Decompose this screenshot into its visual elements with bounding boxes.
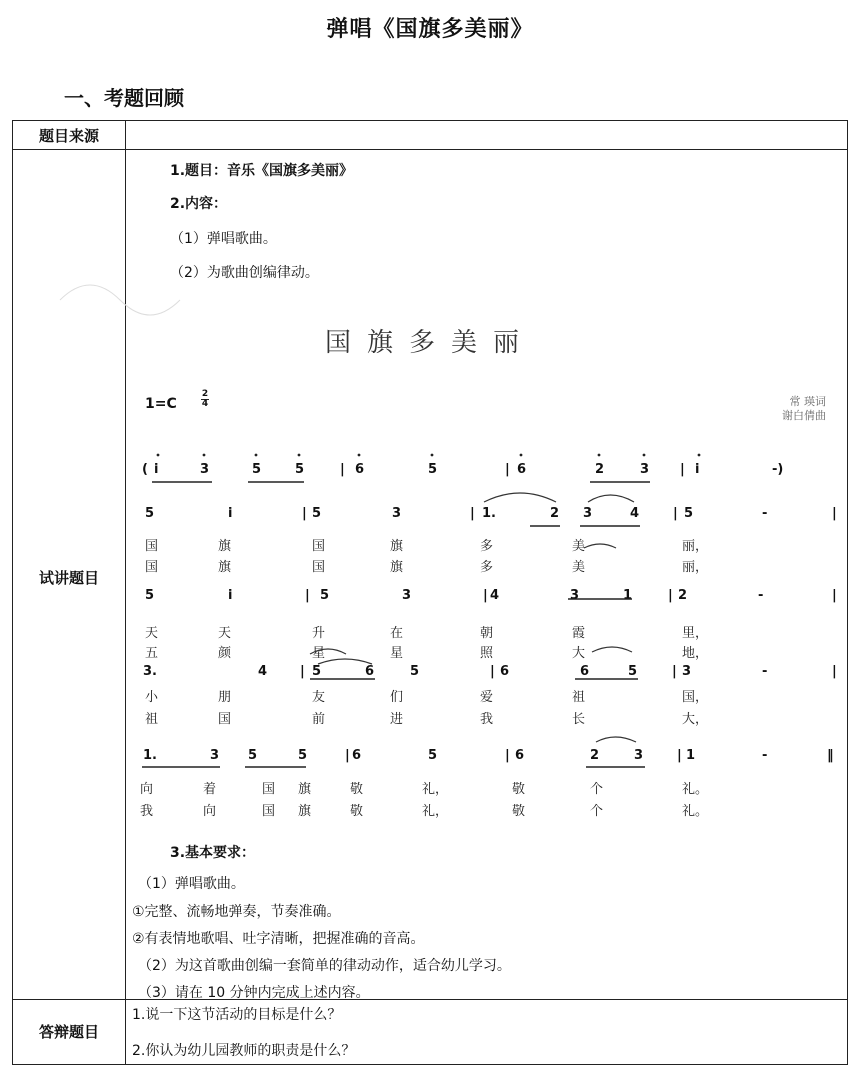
- melody-note: 3: [402, 588, 412, 603]
- melody-note: 2: [590, 748, 600, 763]
- content-item: （2）为歌曲创编律动。: [170, 265, 319, 281]
- song-key: 1=C: [145, 396, 177, 412]
- lyric-char: 祖: [572, 690, 586, 705]
- requirement-item: ①完整、流畅地弹奏，节奏准确。: [132, 904, 341, 920]
- slur: [584, 544, 616, 548]
- requirements-heading: 3.基本要求：: [170, 845, 256, 861]
- lyric-char: 旗: [298, 804, 312, 819]
- melody-note: 1.: [482, 506, 496, 521]
- time-signature-top: 2: [201, 389, 209, 399]
- page-title: 弹唱《国旗多美丽》: [326, 17, 534, 42]
- section-heading: 一、考题回顾: [64, 86, 184, 110]
- melody-note: |: [483, 588, 488, 603]
- lyric-char: 国: [262, 804, 276, 819]
- melody-note: 4: [258, 664, 268, 679]
- lyric-char: 旗: [218, 539, 232, 554]
- melody-note: -: [762, 748, 768, 763]
- melody-note: |: [668, 588, 673, 603]
- melody-note: 6: [580, 664, 590, 679]
- intro-note: 6: [517, 462, 527, 477]
- melody-note: 5: [145, 588, 155, 603]
- lyric-char: 颜: [218, 646, 232, 661]
- lyric-char: 敬: [512, 804, 526, 819]
- melody-note: 4: [490, 588, 500, 603]
- lyric-char: 里，: [682, 626, 709, 641]
- content-heading: 2.内容：: [170, 196, 228, 212]
- lyric-char: 礼。: [682, 782, 709, 797]
- intro-note: i: [695, 462, 700, 477]
- slur: [592, 647, 632, 652]
- lyric-char: 大: [572, 646, 586, 661]
- melody-note: |: [490, 664, 495, 679]
- requirement-item: （1）弹唱歌曲。: [138, 876, 245, 892]
- requirement-item: （2）为这首歌曲创编一套简单的律动动作，适合幼儿学习。: [138, 958, 511, 974]
- intro-note: 3: [640, 462, 650, 477]
- requirement-item: ②有表情地歌唱、吐字清晰，把握准确的音高。: [132, 931, 425, 947]
- intro-note: -): [772, 462, 784, 477]
- lyric-char: 国，: [682, 690, 709, 705]
- lyric-char: 敬: [512, 782, 526, 797]
- intro-note: |: [680, 462, 685, 477]
- lyric-char: 美: [572, 539, 586, 554]
- lyric-char: 在: [390, 626, 404, 641]
- melody-note: |: [677, 748, 682, 763]
- melody-note: 5: [684, 506, 694, 521]
- song-composer: 谢白倩曲: [782, 409, 826, 422]
- melody-note: 3: [583, 506, 593, 521]
- melody-note: 1: [623, 588, 633, 603]
- song-title: 国旗多美丽: [324, 328, 535, 358]
- melody-note: |: [673, 506, 678, 521]
- intro-note: |: [505, 462, 510, 477]
- slur: [318, 659, 372, 664]
- melody-note: |: [470, 506, 475, 521]
- lyric-char: 星: [312, 646, 326, 661]
- requirement-item: （3）请在 10 分钟内完成上述内容。: [138, 985, 370, 1001]
- lyric-char: 照: [480, 646, 494, 661]
- lyric-char: 向: [203, 804, 217, 819]
- slurs: [310, 493, 636, 742]
- content-item: （1）弹唱歌曲。: [170, 231, 277, 247]
- lyric-char: 国: [312, 539, 326, 554]
- lyric-char: 们: [390, 690, 404, 705]
- melody-note: 3: [570, 588, 580, 603]
- lyric-char: 五: [145, 646, 159, 661]
- melody-note: 5: [298, 748, 308, 763]
- melody-note: |: [300, 664, 305, 679]
- lyric-char: 天: [218, 626, 232, 641]
- lyric-char: 天: [145, 626, 159, 641]
- slur: [310, 649, 346, 654]
- melody-note: 3: [392, 506, 402, 521]
- defense-question: 1.说一下这节活动的目标是什么？: [132, 1007, 342, 1023]
- lyric-char: 地，: [682, 646, 709, 661]
- lyric-char: 友: [312, 690, 326, 705]
- lyric-char: 大，: [682, 712, 709, 727]
- octave-dots: [157, 454, 701, 457]
- melody-note: 3.: [143, 664, 157, 679]
- lyric-char: 我: [480, 712, 494, 727]
- lyric-char: 爱: [480, 690, 494, 705]
- lyric-char: 多: [480, 560, 494, 575]
- intro-note: 5: [252, 462, 262, 477]
- melody-note: 1: [686, 748, 696, 763]
- melody-note: 6: [500, 664, 510, 679]
- melody-note: 3: [634, 748, 644, 763]
- melody-note: |: [832, 588, 837, 603]
- lyric-char: 小: [145, 690, 159, 705]
- lyric-char: 国: [312, 560, 326, 575]
- intro-note: 6: [355, 462, 365, 477]
- melody-note: 2: [678, 588, 688, 603]
- lyric-char: 旗: [218, 560, 232, 575]
- intro-note: 5: [295, 462, 305, 477]
- melody-note: -: [758, 588, 764, 603]
- melody-note: 5: [312, 506, 322, 521]
- lyric-char: 星: [390, 646, 404, 661]
- lyric-char: 旗: [390, 560, 404, 575]
- lyric-char: 美: [572, 560, 586, 575]
- row-label-defense: 答辩题目: [38, 1023, 99, 1041]
- lyric-char: 朝: [480, 626, 494, 641]
- melody-note: 5: [248, 748, 258, 763]
- lyric-char: 霞: [572, 626, 586, 641]
- melody-note: 6: [352, 748, 362, 763]
- melody-note: 5: [410, 664, 420, 679]
- row-label-source: 题目来源: [38, 127, 99, 145]
- lyric-char: 朋: [218, 690, 232, 705]
- lyric-char: 长: [572, 712, 586, 727]
- lyric-char: 丽，: [682, 539, 709, 554]
- melody-note: i: [228, 506, 233, 521]
- defense-question: 2.你认为幼儿园教师的职责是什么？: [132, 1043, 356, 1059]
- lyric-char: 着: [203, 782, 217, 797]
- slur: [588, 495, 634, 502]
- intro-note: |: [340, 462, 345, 477]
- melody-note: |: [302, 506, 307, 521]
- lyric-char: 进: [390, 712, 404, 727]
- lyric-char: 升: [312, 626, 326, 641]
- lyric-char: 敬: [350, 804, 364, 819]
- melody-note: |: [672, 664, 677, 679]
- melody-note: -: [762, 664, 768, 679]
- lyric-char: 国: [145, 539, 159, 554]
- lyric-char: 旗: [390, 539, 404, 554]
- intro-note: i: [154, 462, 159, 477]
- lyric-char: 旗: [298, 782, 312, 797]
- melody-note: 5: [145, 506, 155, 521]
- melody-note: 2: [550, 506, 560, 521]
- lyric-char: 前: [312, 712, 326, 727]
- melody-note: 5: [320, 588, 330, 603]
- time-signature-bottom: 4: [201, 399, 209, 409]
- intro-note: (: [142, 462, 148, 477]
- melody-note: 1.: [143, 748, 157, 763]
- melody-note: 5: [312, 664, 322, 679]
- song-lyricist: 常 瑛词: [789, 395, 826, 408]
- slur: [484, 493, 556, 502]
- melody-note: 5: [628, 664, 638, 679]
- lyric-char: 个: [590, 782, 604, 797]
- lyric-char: 国: [262, 782, 276, 797]
- lyric-char: 礼，: [422, 804, 449, 819]
- lyric-char: 礼。: [682, 804, 709, 819]
- melody-note: 5: [428, 748, 438, 763]
- lyric-char: 祖: [145, 712, 159, 727]
- watermark-flourish: [60, 285, 180, 315]
- lyric-char: 礼，: [422, 782, 449, 797]
- row-label-lecture: 试讲题目: [38, 569, 99, 587]
- intro-note: 5: [428, 462, 438, 477]
- intro-note: 3: [200, 462, 210, 477]
- lyric-char: 敬: [350, 782, 364, 797]
- slur: [596, 737, 636, 742]
- lyric-char: 国: [145, 560, 159, 575]
- lecture-topic: 1.题目：音乐《国旗多美丽》: [170, 163, 354, 179]
- lyric-char: 个: [590, 804, 604, 819]
- intro-note: 2: [595, 462, 605, 477]
- melody-note: 6: [515, 748, 525, 763]
- melody-note: 6: [365, 664, 375, 679]
- melody-note: 3: [210, 748, 220, 763]
- melody-note: |: [832, 506, 837, 521]
- melody-note: 3: [682, 664, 692, 679]
- melody-note: |: [305, 588, 310, 603]
- melody-note: |: [832, 664, 837, 679]
- lyric-char: 多: [480, 539, 494, 554]
- lyric-char: 我: [140, 804, 154, 819]
- melody-note: ‖: [827, 748, 834, 763]
- melody-note: 4: [630, 506, 640, 521]
- melody-note: -: [762, 506, 768, 521]
- lyric-char: 向: [140, 782, 154, 797]
- melody-note: |: [505, 748, 510, 763]
- melody-note: |: [345, 748, 350, 763]
- beam-lines: [142, 482, 650, 767]
- melody-note: i: [228, 588, 233, 603]
- lyric-char: 丽，: [682, 560, 709, 575]
- lyric-char: 国: [218, 712, 232, 727]
